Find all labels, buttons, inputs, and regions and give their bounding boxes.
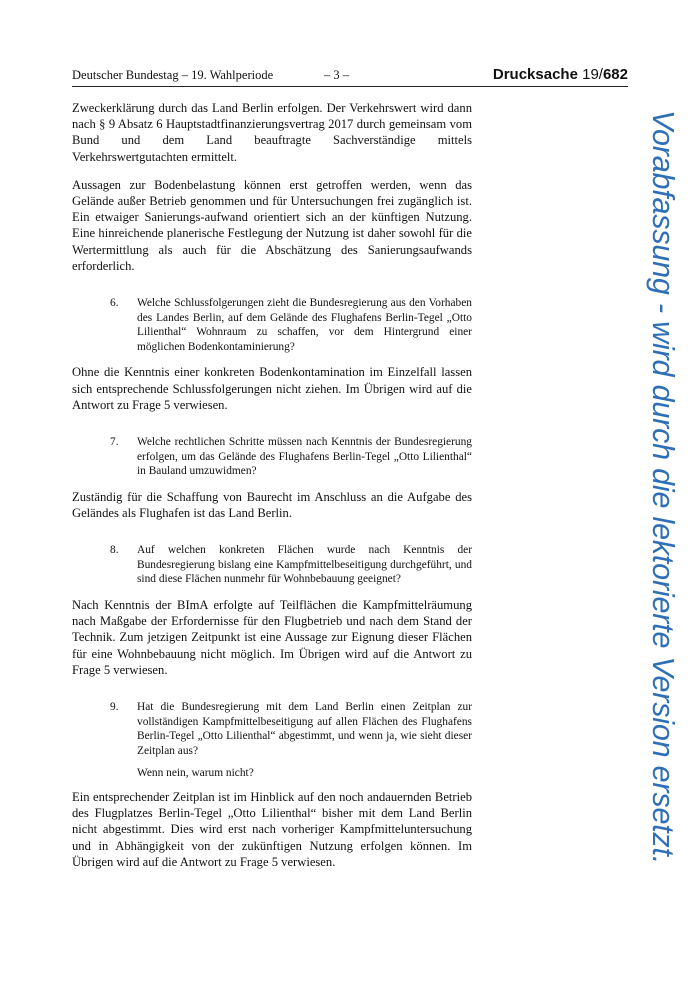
header-doc-prefix: 19/ [582,66,603,83]
header-doc-number: 682 [602,66,628,83]
header-doc-label: Drucksache [492,66,578,83]
header-document-number [493,66,628,83]
question-block [72,543,472,587]
answer-paragraph: Aussagen zur Bodenbelastung können erst getroffen werden, wenn das Gelände außer Betrieb genommen und für Untersuchungen frei zugänglich ist. Ein etwaiger Sanierungs-aufwand orientiert sich an der künftigen Nutzung. Eine hinreichende planerische Festlegung der Nutzung ist daher sowohl für die Wertermittlung als auch für die Abschätzung des Sanierungsaufwands erforderlich. [72,177,472,273]
header-publication: Deutscher Bundestag – 19. Wahlperiode [72,68,274,82]
answer-paragraph: Ohne die Kenntnis einer konkreten Bodenkontamination im Einzelfall lassen sich entsprechende Schlussfolgerungen nicht ziehen. Im Übrigen wird auf die Antwort zu Frage 5 verwiesen. [72,365,472,412]
question-number: 8. [110,544,119,557]
question-followup: Wenn nein, warum nicht? [137,767,254,780]
draft-notice [645,110,681,906]
answer-paragraph: Zuständig für die Schaffung von Baurecht im Anschluss an die Aufgabe des Geländes als Flughafen ist das Land Berlin. [72,489,472,520]
header-page-number: – 3 – [324,68,349,82]
question-block [72,296,472,354]
question-number: 9. [110,701,119,713]
answer-paragraph: Zweckerklärung durch das Land Berlin erfolgen. Der Verkehrswert wird dann nach § 9 Absatz 6 Hauptstadtfinanzierungsvertrag 2017 durch gemeinsam vom Bund und dem Land beauftragte Sachverständige mittels Verkehrswertgutachten ermittelt. [72,101,472,164]
question-block [72,700,472,758]
draft-notice-text: Vorabfassung - wird durch die lektorierte Version ersetzt. [646,110,680,865]
question-block [72,435,472,479]
question-text: Auf welchen konkreten Flächen wurde nach Kenntnis der Bundesregierung bislang eine Kampfmittelbeseitigung durchgeführt, und sind diese Flächen nunmehr für Wohnbebauung geeignet? [137,544,472,586]
answer-paragraph: Nach Kenntnis der BImA erfolgte auf Teilflächen die Kampfmittelräumung nach Maßgabe der Erfordernisse für den Flugbetrieb und nach dem Stand der Technik. Zum jetzigen Zeitpunkt ist eine Aussage zur Eignung dieser Flächen für eine Wohnbebauung nicht möglich. Im Übrigen wird auf die Antwort zu Frage 5 verwiesen. [72,597,472,677]
question-number: 6. [110,297,119,310]
document-body [72,100,472,882]
question-text: Welche rechtlichen Schritte müssen nach Kenntnis der Bundesregierung erfolgen, um das Gelände des Flughafens Berlin-Tegel „Otto Lilienthal“ in Bauland umzuwidmen? [137,436,472,478]
question-text: Hat die Bundesregierung mit dem Land Berlin einen Zeitplan zur vollständigen Kampfmittelbeseitigung auf allen Flächen des Flughafens Berlin-Tegel „Otto Lilienthal“ abgestimmt, und wenn ja, wie sieht dieser Zeitplan aus? [137,701,472,757]
answer-paragraph: Ein entsprechender Zeitplan ist im Hinblick auf den noch andauernden Betrieb des Flugplatzes Berlin-Tegel „Otto Lilienthal“ bisher mit dem Land Berlin nicht abgestimmt. Dies wird erst nach vorheriger Kampfmitteluntersuchung und in Abhängigkeit von der zukünftigen Nutzung erfolgen können. Im Übrigen wird auf die Antwort zu Frage 5 verwiesen. [72,789,472,869]
page-header [72,66,628,87]
question-number: 7. [110,436,119,449]
question-text: Welche Schlussfolgerungen zieht die Bundesregierung aus den Vorhaben des Landes Berlin, auf dem Gelände des Flughafens Berlin-Tegel „Otto Lilienthal“ Wohnraum zu schaffen, vor dem Hintergrund einer möglichen Bodenkontaminierung? [137,297,472,353]
